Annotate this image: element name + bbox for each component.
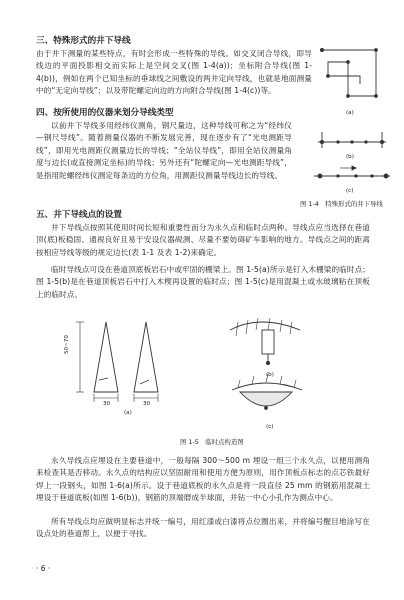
figure-1-5-width-dimension-2: 30 xyxy=(143,401,151,407)
figure-1-5-caption: 图 1-5 临时点构造图 xyxy=(180,438,244,446)
section-5-paragraph-2: 临时导线点可设在巷道顶底板岩石中或牢固的棚梁上。图 1-5(a)所示是钉入木棚梁的临时点；图 1-5(b)是在巷道顶板岩石中打入木楔再设置的临时点；图 1-5(c)是用混凝土或水玻璃粘在顶板上的临时点。 xyxy=(36,265,370,299)
figure-1-4-label-c: (c) xyxy=(346,188,354,194)
figure-1-5-label-c: (c) xyxy=(266,424,274,430)
section-3-heading: 三、特殊形式的井下导线 xyxy=(36,36,131,46)
figure-1-5-height-dimension: 50~70 xyxy=(64,335,70,354)
figure-1-5-label-b: (b) xyxy=(266,372,274,378)
figure-1-5-label-a: (a) xyxy=(124,410,132,416)
figure-1-4-label-a: (a) xyxy=(346,110,354,116)
section-4-heading: 四、按所使用的仪器来划分导线类型 xyxy=(36,108,174,118)
section-3-paragraph: 由于井下测量的某些特点，有时会形成一些特殊的导线。如交叉闭合导线，即导线边的平面投影相交而实际上是空间交叉(图 1-4(a))；坐标附合导线(图 1-4(b))，例如在两个已知坐标的垂球线之间敷设的两井定向导线，也就是地面测量中的“无定向导线”；以及带陀螺定向边的方向附合导线(图 1-4(c))等。 xyxy=(36,49,312,96)
figure-1-5-width-dimension-1: 30 xyxy=(103,401,111,407)
figure-1-4-label-b: (b) xyxy=(346,154,354,160)
page-number: · 6 · xyxy=(36,564,51,573)
section-5-paragraph-1: 井下导线点按照其使用时间长短和重要性而分为永久点和临时点两种。导线点应当选择在巷道顶(底)板稳固、通视良好且易于安设仪器觇测、尽量不要妨碍矿车影响的地方。导线点之间的距离按相应导线等级的规定边长(表 1-1 及表 1-2)来确定。 xyxy=(36,223,370,257)
section-4-paragraph: 以前井下导线多用经纬仪测角，钢尺量边，这种导线可称之为“经纬仪—钢尺导线”。随着测量仪器的不断发展完善，现在逐步有了“光电测距导线”，即用光电测距仪测量边长的导线；“全站仪导线”，即用全站仪测量角度与边长(或直接测定坐标)的导线；另外还有“陀螺定向—光电测距导线”，是指用陀螺经纬仪测定每条边的方位角，用测距仪测量导线边长的导线。 xyxy=(36,121,292,180)
section-5-heading: 五、井下导线点的设置 xyxy=(36,210,122,220)
section-5-paragraph-3: 永久导线点应埋设在主要巷道中，一般每隔 300～500 m 埋设一组三个永久点，以便用测角来检查其是否移动。永久点的结构应以坚固耐用和使用方便为原则，用作顶板点标志的点芯铁最好焊上一段钢头，如图 1-6(a)所示。设于巷道底板的永久点是将一段直径 25 mm 的钢筋用混凝土埋设于巷道底板(如图 1-6(b))，钢筋的顶端磨成半球面，并钻一中心小孔作为测点中心。 xyxy=(36,456,370,503)
section-5-paragraph-4: 所有导线点均应做明显标志并统一编号，用红漆或白漆将点位圈出来，并将编号醒目地涂写在设点处的巷道帮上，以便于寻找。 xyxy=(36,517,370,539)
figure-1-4-caption: 图 1-4 特殊形式的井下导线 xyxy=(300,200,383,208)
closed-traverse-line xyxy=(322,50,376,96)
